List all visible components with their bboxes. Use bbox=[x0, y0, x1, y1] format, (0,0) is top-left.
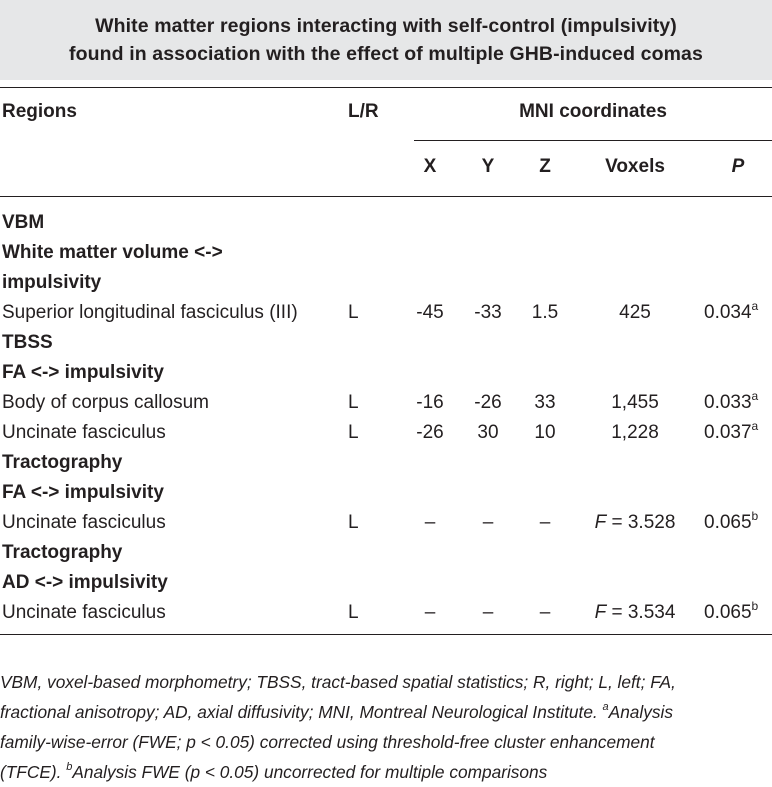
section-fa-1: FA <-> impulsivity bbox=[2, 362, 164, 383]
row3-p-value: 0.037 bbox=[704, 422, 752, 443]
row2-p-value: 0.033 bbox=[704, 392, 752, 413]
row5-lr: L bbox=[348, 602, 359, 623]
row4-region: Uncinate fasciculus bbox=[2, 512, 166, 533]
row3-voxels: 1,228 bbox=[611, 422, 659, 443]
row5-voxels bbox=[580, 602, 690, 624]
row2-x: -16 bbox=[416, 392, 444, 413]
row5-x: – bbox=[424, 602, 436, 623]
row3-lr: L bbox=[348, 422, 359, 443]
row5-p-value: 0.065 bbox=[704, 602, 752, 623]
header-bottom-rule bbox=[0, 196, 772, 197]
row1-z: 1.5 bbox=[531, 302, 559, 323]
row5-voxels-f: F bbox=[594, 602, 607, 623]
row2-z: 33 bbox=[534, 392, 556, 413]
row1-region: Superior longitudinal fasciculus (III) bbox=[2, 302, 298, 323]
section-vbm: VBM bbox=[2, 212, 45, 233]
section-wm-volume-1: White matter volume <-> bbox=[2, 242, 223, 263]
row5-voxels-value: = 3.534 bbox=[606, 602, 676, 623]
row2-y: -26 bbox=[474, 392, 502, 413]
row3-z: 10 bbox=[534, 422, 556, 443]
title-line-1: White matter regions interacting with self-control (impulsivity) bbox=[95, 15, 677, 37]
header-voxels: Voxels bbox=[605, 156, 665, 177]
header-y: Y bbox=[481, 156, 495, 177]
row4-p bbox=[704, 508, 759, 534]
row4-lr: L bbox=[348, 512, 359, 533]
row3-p bbox=[704, 418, 759, 444]
row4-voxels-f: F bbox=[594, 512, 607, 533]
row4-voxels bbox=[580, 512, 690, 534]
footnote-sup-a: a bbox=[602, 701, 609, 714]
footnote-line-3: family-wise-error (FWE; p < 0.05) corrected using threshold-free cluster enhancement bbox=[0, 732, 655, 752]
top-rule bbox=[0, 87, 772, 88]
row4-p-value: 0.065 bbox=[704, 512, 752, 533]
section-ad: AD <-> impulsivity bbox=[2, 572, 168, 593]
row5-z: – bbox=[539, 602, 551, 623]
footnote-sup-b: b bbox=[66, 761, 73, 774]
footnote-line-2 bbox=[0, 697, 772, 727]
row2-lr: L bbox=[348, 392, 359, 413]
row4-y: – bbox=[482, 512, 494, 533]
row3-x: -26 bbox=[416, 422, 444, 443]
footnote-line-1: VBM, voxel-based morphometry; TBSS, tract-based spatial statistics; R, right; L, left; FA, bbox=[0, 672, 676, 692]
row3-y: 30 bbox=[477, 422, 499, 443]
table-footnote bbox=[0, 667, 772, 787]
footnote-line-4a: (TFCE). bbox=[0, 762, 67, 782]
row1-lr: L bbox=[348, 302, 359, 323]
row4-p-sup: b bbox=[751, 508, 759, 523]
header-z: Z bbox=[539, 156, 551, 177]
header-lr: L/R bbox=[348, 101, 379, 122]
header-p: P bbox=[731, 156, 745, 177]
row1-voxels: 425 bbox=[619, 302, 651, 323]
row3-p-sup: a bbox=[751, 418, 759, 433]
row5-y: – bbox=[482, 602, 494, 623]
footnote-line-4b: Analysis FWE (p < 0.05) uncorrected for multiple comparisons bbox=[72, 762, 548, 782]
row2-voxels: 1,455 bbox=[611, 392, 659, 413]
section-wm-volume-2: impulsivity bbox=[2, 272, 102, 293]
bottom-rule bbox=[0, 634, 772, 635]
row5-p bbox=[704, 598, 759, 624]
header-regions: Regions bbox=[2, 101, 77, 122]
row1-p-sup: a bbox=[751, 298, 759, 313]
table-title bbox=[0, 0, 772, 80]
row5-p-sup: b bbox=[751, 598, 759, 613]
section-tractography-2: Tractography bbox=[2, 542, 123, 563]
section-tractography-1: Tractography bbox=[2, 452, 123, 473]
row1-p-value: 0.034 bbox=[704, 302, 752, 323]
section-fa-2: FA <-> impulsivity bbox=[2, 482, 164, 503]
row4-voxels-value: = 3.528 bbox=[606, 512, 676, 533]
row2-region: Body of corpus callosum bbox=[2, 392, 209, 413]
footnote-line-4 bbox=[0, 757, 772, 787]
footnote-line-2b: Analysis bbox=[608, 702, 674, 722]
row4-z: – bbox=[539, 512, 551, 533]
title-text bbox=[69, 12, 703, 68]
mni-rule bbox=[414, 140, 772, 141]
row2-p bbox=[704, 388, 759, 414]
row2-p-sup: a bbox=[751, 388, 759, 403]
row3-region: Uncinate fasciculus bbox=[2, 422, 166, 443]
title-line-2: found in association with the effect of multiple GHB-induced comas bbox=[69, 43, 703, 65]
footnote-line-2a: fractional anisotropy; AD, axial diffusivity; MNI, Montreal Neurological Institute. bbox=[0, 702, 603, 722]
row4-x: – bbox=[424, 512, 436, 533]
header-mni: MNI coordinates bbox=[519, 101, 667, 122]
row1-x: -45 bbox=[416, 302, 444, 323]
row5-region: Uncinate fasciculus bbox=[2, 602, 166, 623]
row1-p bbox=[704, 298, 759, 324]
header-x: X bbox=[423, 156, 437, 177]
section-tbss: TBSS bbox=[2, 332, 53, 353]
row1-y: -33 bbox=[474, 302, 502, 323]
